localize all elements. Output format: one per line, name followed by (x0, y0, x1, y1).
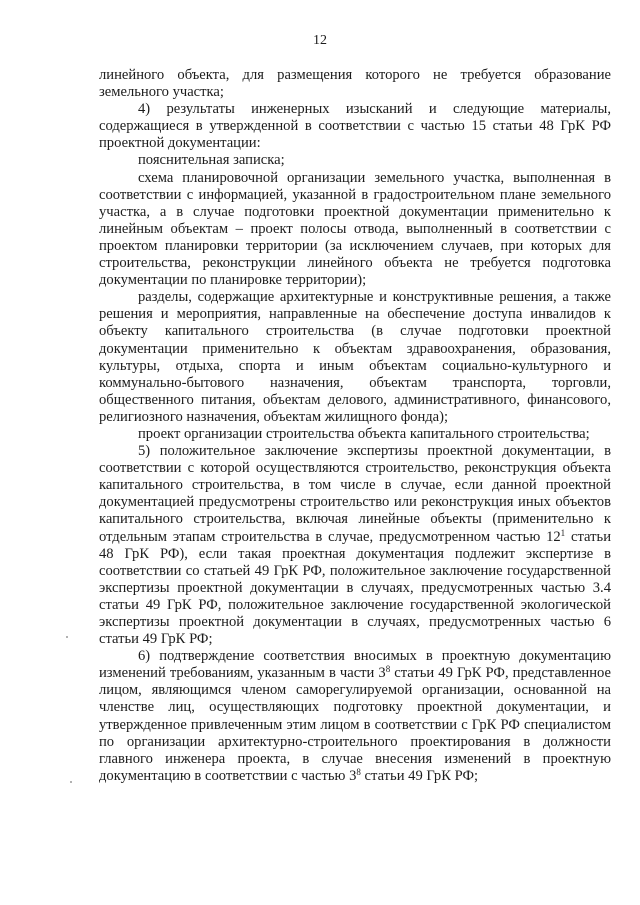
paragraph-p2 (99, 152, 611, 169)
paragraph-p5 (99, 426, 611, 443)
superscript: 8 (385, 664, 391, 675)
paragraph-p7 (99, 648, 611, 785)
paragraph-text: проект организации строительства объекта капитального строительства; (138, 425, 590, 442)
page-number: 12 (313, 33, 327, 48)
scan-artifact (70, 781, 72, 783)
paragraph-p0 (99, 67, 611, 101)
paragraph-p6 (99, 443, 611, 648)
paragraph-text: 4) результаты инженерных изысканий и следующие материалы, содержащиеся в утвержденной в соответствии с частью 15 статьи 48 ГрК РФ проектной документации: (99, 101, 611, 152)
paragraph-text: 5) положительное заключение экспертизы проектной документации, в соответствии с которой осуществляются строительство, реконструкция объекта капитального строительства, в том числе в случае, если данной проектной документацией предусмотрены строительство или реконструкция иных объектов капитального строительства, включая линейные объекты (применительно к отдельным этапам строительства в случае, предусмотренном частью 12 (99, 443, 611, 545)
paragraph-text: статьи 49 ГрК РФ, представленное лицом, являющимся членом саморегулируемой организации, основанной на членстве лиц, осуществляющих подготовку проектной документации, и утвержденное привлеченным этим лицом в соответствии с ГрК РФ специалистом по организации архитектурно-строительного проектирования в должности главного инженера проекта, в случае внесения изменений в проектную документацию в соответствии с частью 3 (99, 665, 611, 784)
superscript: 8 (356, 766, 361, 777)
paragraph-p4 (99, 289, 611, 426)
paragraph-text: линейного объекта, для размещения которого не требуется образование земельного участка; (99, 67, 611, 101)
paragraph-p3 (99, 170, 611, 290)
paragraph-text: схема планировочной организации земельного участка, выполненная в соответствии с информацией, указанной в градостроительном плане земельного участка, а в случае подготовки проектной документации применительно к линейным объектам – проект полосы отвода, выполненный в соответствии с проектом планировки территории (за исключением случаев, при которых для строительства, реконструкции линейного объекта не требуется подготовка документации по планировке территории); (99, 169, 611, 289)
paragraph-p1 (99, 101, 611, 152)
paragraph-text: статьи 48 ГрК РФ), если такая проектная документация подлежит экспертизе в соответствии со статьей 49 ГрК РФ, положительное заключение государственной экспертизы проектной документации в случаях, предусмотренных частью 3.4 статьи 49 ГрК РФ, положительное заключение государственной экологической экспертизы проектной документации в случаях, предусмотренных частью 6 статьи 49 ГрК РФ; (99, 528, 611, 648)
paragraph-text: статьи 49 ГрК РФ; (360, 767, 479, 784)
paragraph-text: пояснительная записка; (138, 152, 285, 169)
document-body (99, 67, 611, 785)
scan-artifact (66, 636, 68, 638)
paragraph-text: разделы, содержащие архитектурные и конструктивные решения, а также решения и мероприятия, направленные на обеспечение доступа инвалидов к объекту капитального строительства (в случае подготовки проектной документации применительно к объектам здравоохранения, образования, культуры, отдыха, спорта и иным объектам социально-культурного и коммунально-бытового назначения, объектам транспорта, торговли, общественного питания, объектам делового, административного, финансового, религиозного назначения, объектам жилищного фонда); (99, 289, 611, 425)
superscript: 1 (560, 527, 566, 538)
paragraph-text: 6) подтверждение соответствия вносимых в проектную документацию изменений требованиям, указанным в части 3 (99, 648, 611, 682)
